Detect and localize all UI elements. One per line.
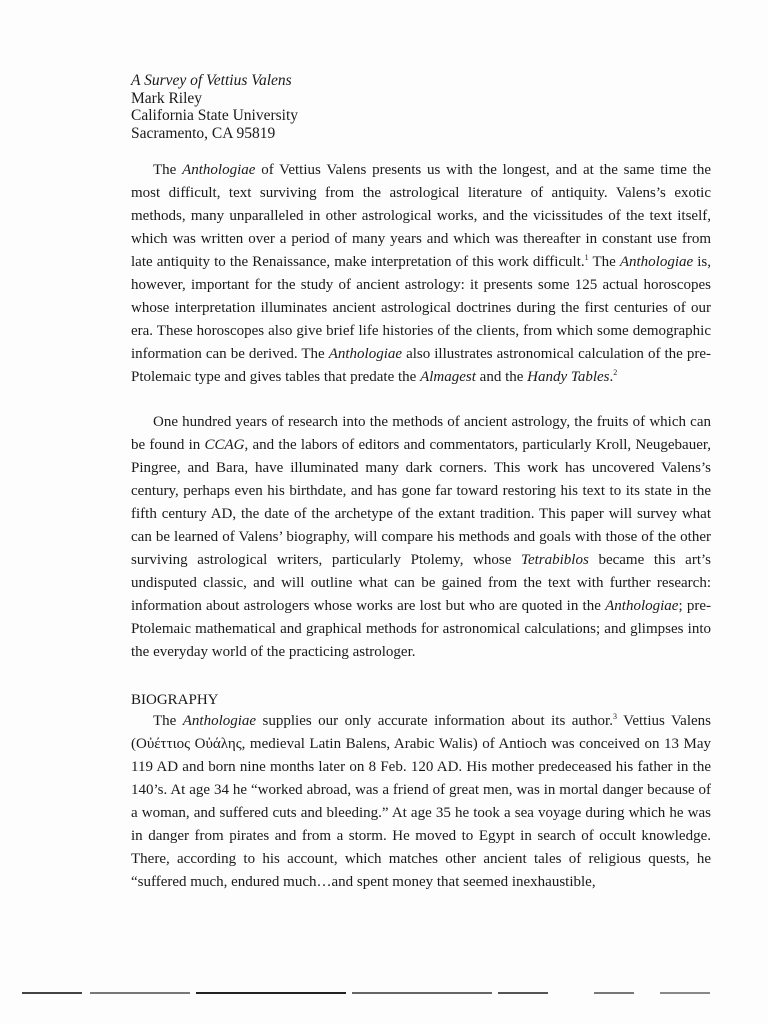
paragraph-intro: The Anthologiae of Vettius Valens presents us with the longest, and at the same time the most difficult, text surviving from the astrological literature of antiquity. Valens’s exotic methods, many unparalleled in other astrological works, and the vicissitudes of the text itself, which was written over a period of many years and which was thereafter in constant use from late antiquity to the Renaissance, make interpretation of this work difficult.$^1$ The Anthologiae is, however, important for the study of ancient astrology: it presents some 125 actual horoscopes whose interpretation illuminates ancient astrological doctrines during the first centuries of our era. These horoscopes also give brief life histories of the clients, from which some demographic information can be derived. The Anthologiae also illustrates astronomical calculation of the pre-Ptolemaic type and gives tables that predate the Almagest and the Handy Tables.$^2$ bbox=[131, 162, 711, 385]
section-heading-biography: BIOGRAPHY bbox=[131, 692, 219, 708]
author-location: Sacramento, CA 95819 bbox=[131, 124, 276, 142]
document-header bbox=[131, 72, 298, 142]
author-institution: California State University bbox=[131, 107, 299, 124]
paper-title: A Survey of Vettius Valens bbox=[131, 72, 292, 89]
paragraph-biography: The Anthologiae supplies our only accurate information about its author.$^3$ Vettius Valens (Οὐέττιος Οὐάλης, medieval Latin Balens, Arabic Walis) of Antioch was conceived on 13 May 119 AD and born nine months later on 8 Feb. 120 AD. His mother predeceased his father in the 140’s. At age 34 he “worked abroad, was a friend of great men, was in mortal danger because of a woman, and suffered cuts and bleeding.” At age 35 he took a sea voyage during which he was in danger from pirates and from a storm. He moved to Egypt in search of occult knowledge. There, according to his account, which matches other ancient tales of religious quests, he “suffered much, endured much…and spent money that seemed inexhaustible, bbox=[131, 712, 711, 890]
author-name: Mark Riley bbox=[131, 89, 203, 107]
paragraph-research: One hundred years of research into the methods of ancient astrology, the fruits of which can be found in CCAG, and the labors of editors and commentators, particularly Kroll, Neugebauer, Pingree, and Bara, have illuminated many dark corners. This work has uncovered Valens’s century, perhaps even his birthdate, and has gone far toward restoring his text to its state in the fifth century AD, the date of the archetype of the extant tradition. This paper will survey what can be learned of Valens’ biography, will compare his methods and goals with those of the other surviving astrological writers, particularly Ptolemy, whose Tetrabiblos became this art’s undisputed classic, and will outline what can be gained from the text with further research: information about astrologers whose works are lost but who are quoted in the Anthologiae; pre-Ptolemaic mathematical and graphical methods for astronomical calculations; and glimpses into the everyday world of the practicing astrologer. bbox=[131, 414, 711, 660]
scan-bottom-rule bbox=[0, 992, 768, 995]
footnote-ref-1[interactable]: 1 bbox=[584, 253, 589, 262]
footnote-ref-3[interactable]: 3 bbox=[612, 712, 617, 721]
footnote-ref-2[interactable]: 2 bbox=[613, 368, 618, 377]
